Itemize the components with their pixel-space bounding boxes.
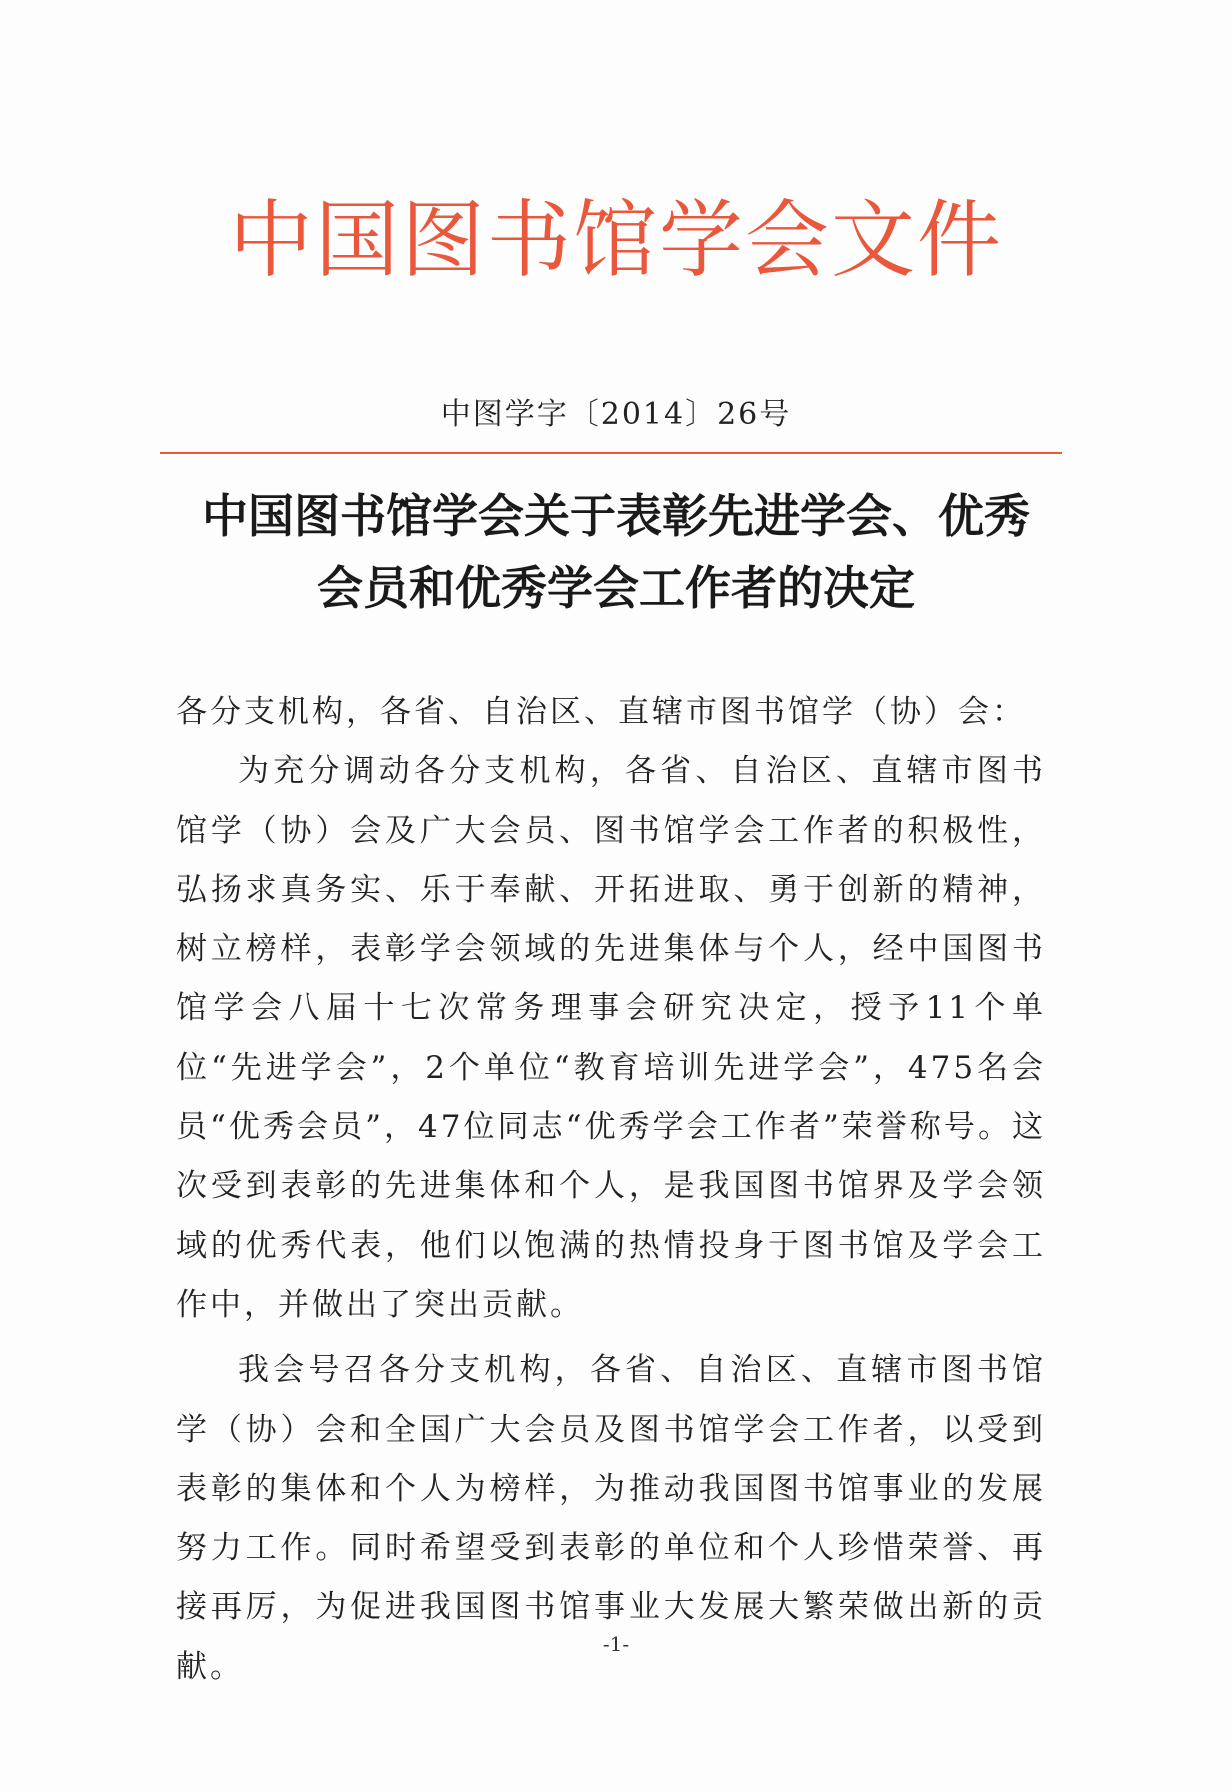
red-divider-line	[160, 452, 1062, 454]
body-paragraph-2: 我会号召各分支机构，各省、自治区、直辖市图书馆学（协）会和全国广大会员及图书馆学会工作者，以受到表彰的集体和个人为榜样，为推动我国图书馆事业的发展努力工作。同时希望受到表彰的单位和个人珍惜荣誉、再接再厉，为促进我国图书馆事业大发展大繁荣做出新的贡献。	[176, 1352, 1046, 1685]
title-line-2: 会员和优秀学会工作者的决定	[317, 561, 915, 615]
document-title	[140, 480, 1092, 624]
document-body	[176, 683, 1046, 1697]
page-number: -1-	[602, 1632, 630, 1656]
document-number: 中图学字〔2014〕26号	[440, 397, 792, 432]
letterhead-title: 中国图书馆学会文件	[228, 191, 1003, 289]
title-line-1: 中国图书馆学会关于表彰先进学会、优秀	[202, 489, 1030, 543]
body-paragraph-1: 为充分调动各分支机构，各省、自治区、直辖市图书馆学（协）会及广大会员、图书馆学会工作者的积极性，弘扬求真务实、乐于奉献、开拓进取、勇于创新的精神，树立榜样，表彰学会领域的先进集体与个人，经中国图书馆学会八届十七次常务理事会研究决定，授予11个单位“先进学会”，2个单位“教育培训先进学会”，475名会员“优秀会员”，47位同志“优秀学会工作者”荣誉称号。这次受到表彰的先进集体和个人，是我国图书馆界及学会领域的优秀代表，他们以饱满的热情投身于图书馆及学会工作中，并做出了突出贡献。	[176, 753, 1046, 1323]
salutation: 各分支机构，各省、自治区、直辖市图书馆学（协）会：	[176, 694, 1026, 730]
